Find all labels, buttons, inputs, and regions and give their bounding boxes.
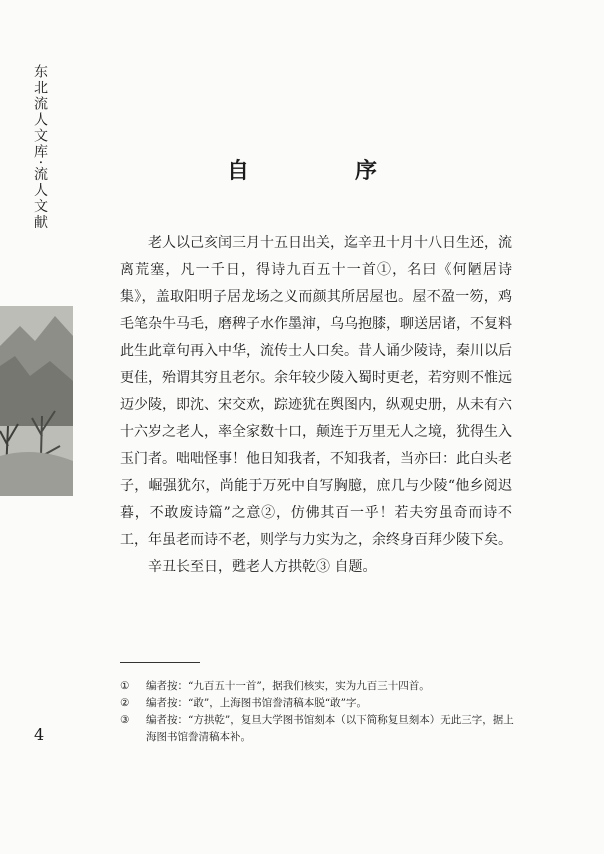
footnote-item [120,678,520,695]
landscape-painting-image [0,306,73,496]
page-number: 4 [34,725,45,744]
preface-body [120,230,512,581]
footnote-text: 编者按：“方拱乾”，复旦大学图书馆刻本（以下简称复旦刻本）无此三字，据上海图书馆誊清稿本补。 [146,714,514,743]
footnote-mark: ① [120,680,130,692]
footnote-text: 编者按：“九百五十一首”，据我们核实，实为九百三十四首。 [146,680,430,692]
footnote-text: 编者按：“敢”，上海图书馆誊清稿本脱“敢”字。 [146,697,367,709]
footnote-mark: ② [120,697,130,709]
footnote-mark: ③ [120,714,130,726]
footnote-item [120,712,520,746]
footnotes [120,678,520,746]
paragraph-1: 老人以己亥闰三月十五日出关，迄辛丑十月十八日生还，流离荒塞，凡一千日，得诗九百五十一首①，名曰《何陋居诗集》，盖取阳明子居龙场之义而颜其所居屋也。屋不盈一笏，鸡毛笔杂牛马毛，磨稗子水作墨渖，乌乌抱膝，聊送居诸，不复料此生此章句再入中华，流传士人口矣。昔人诵少陵诗，秦川以后更佳，殆谓其穷且老尔。余年较少陵入蜀时更老，若穷则不惟远迈少陵，即沈、宋交欢，踪迹犹在舆图内，纵观史册，从未有六十六岁之老人，率全家数十口，颠连于万里无人之境，犹得生入玉门者。咄咄怪事！他日知我者，不知我者，当亦曰：此白头老子，崛强犹尔，尚能于万死中自写胸臆，庶几与少陵“他乡阅迟暮，不敢废诗篇”之意②，仿佛其百一乎！若夫穷虽奇而诗不工，年虽老而诗不老，则学与力实为之，余终身百拜少陵下矣。 [120,235,512,548]
paragraph-2: 辛丑长至日，甦老人方拱乾③ 自题。 [148,559,377,575]
footnote-divider [120,662,200,663]
series-label: 东北流人文库·流人文献 [32,64,48,231]
page-title: 自 序 [226,158,419,184]
footnote-item [120,695,520,712]
